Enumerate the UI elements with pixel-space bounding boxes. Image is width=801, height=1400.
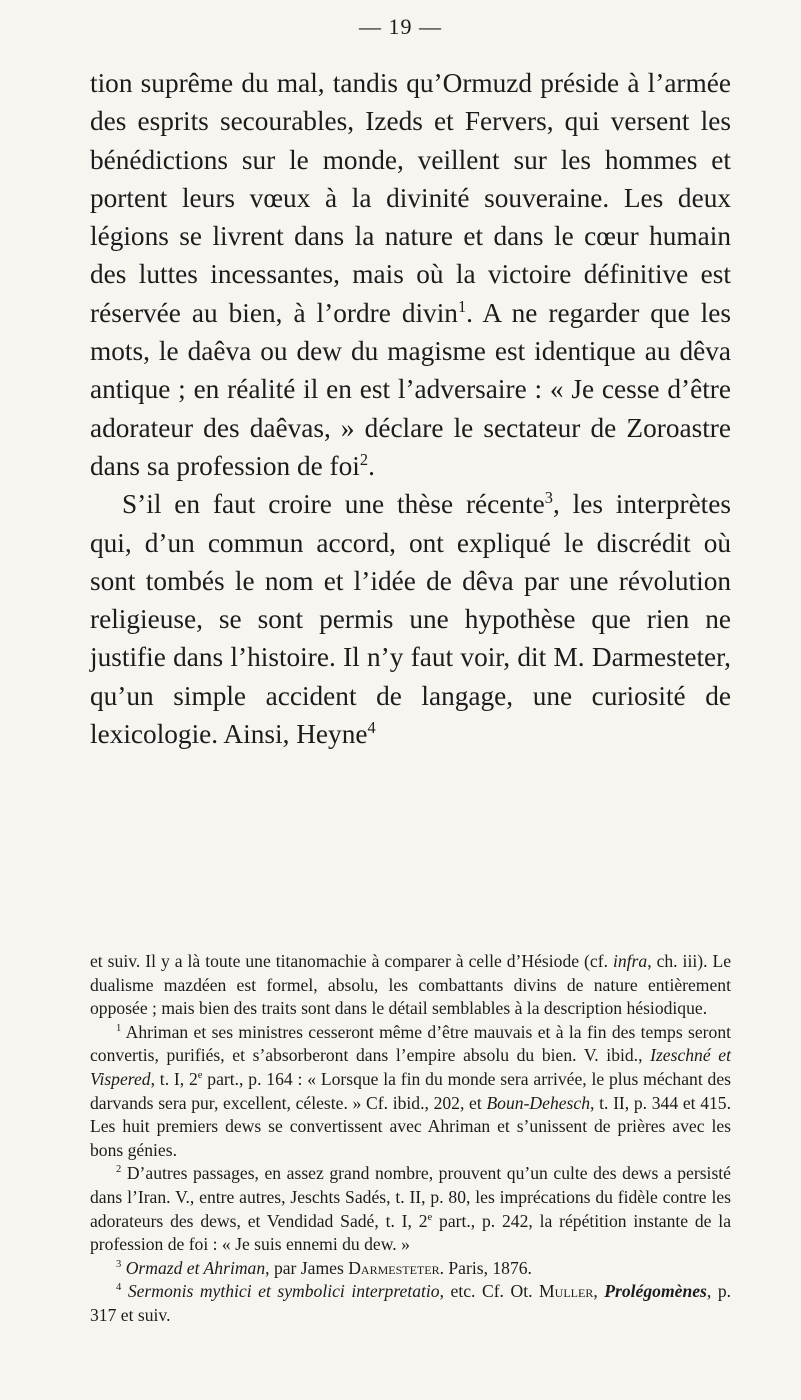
paragraph xyxy=(90,485,731,753)
footnote-ref[interactable]: 4 xyxy=(367,717,376,737)
text-run: , ch. iii). Le dualisme mazdéen est formel, absolu, les combattants divins de nature entièrement opposée ; mais bien des traits sont dans le détail semblables à la description hésiodique. xyxy=(90,951,732,1019)
author-name: Muller xyxy=(539,1281,594,1302)
footnote-mark: 2 xyxy=(116,1164,122,1176)
footnote-continuation xyxy=(90,950,731,1021)
text-run: , par James xyxy=(265,1257,349,1278)
text-run: et suiv. Il y a là toute une titanomachie à comparer à celle d’Hésiode (cf. xyxy=(90,951,613,971)
text-run: , t. I, 2 xyxy=(150,1068,198,1089)
italic-text: infra xyxy=(612,951,648,971)
footnotes xyxy=(90,950,731,1328)
footnote-mark: 3 xyxy=(116,1258,122,1270)
italic-title: Prolégomènes xyxy=(604,1281,707,1302)
text-run: S’il en faut croire une thèse récente xyxy=(122,489,545,520)
text-run: tion suprême du mal, tandis qu’Ormuzd préside à l’armée des esprits secourables, Izeds et Fervers, qui versent les bénédictions sur le monde, veillent sur les hommes et portent leurs vœux à la divinité souveraine. Les deux légions se livrent dans la nature et dans le cœur humain des luttes incessantes, mais où la victoire définitive est réservée au bien, à l’ordre divin xyxy=(90,68,731,328)
footnote-ref[interactable]: 2 xyxy=(359,449,369,469)
footnote-mark: 4 xyxy=(116,1282,122,1294)
text-run: part., p. 164 : « Lorsque la fin du monde sera arrivée, le plus méchant des darvands sera pur, excellent, céleste. » Cf. ibid., 202, et xyxy=(90,1068,731,1113)
italic-title: Ormazd et Ahriman xyxy=(125,1257,266,1278)
main-text xyxy=(90,64,731,753)
text-run: part., p. 242, la répétition instante de la profession de foi : « Je suis ennemi du dew. » xyxy=(90,1210,732,1255)
footnote-2 xyxy=(90,1162,731,1256)
page-number: — 19 — xyxy=(359,14,442,39)
text-run: , xyxy=(593,1281,605,1302)
italic-title: Sermonis mythici et symbolici interpretatio xyxy=(127,1281,440,1302)
superscript: e xyxy=(197,1070,203,1082)
text-run: , p. 317 et suiv. xyxy=(90,1281,732,1325)
text-run: . xyxy=(368,450,375,481)
footnote-1 xyxy=(90,1021,731,1163)
text-run: , les interprètes qui, d’un commun accord, ont expliqué le discrédit où sont tombés le nom et l’idée de dêva par une révolution religieuse, se sont permis une hypothèse que rien ne justifie dans l’histoire. Il n’y faut voir, dit M. Darmesteter, qu’un simple accident de langage, une curiosité de lexicologie. Ainsi, Heyne xyxy=(90,489,732,750)
text-run: . A ne regarder que les mots, le daêva ou dew du magisme est identique au dêva antique ; en réalité il en est l’adversaire : « Je cesse d’être adorateur des daêvas, » déclare le sectateur de Zoroastre dans sa profession de foi xyxy=(90,297,731,481)
italic-title: Boun-Dehesch xyxy=(486,1092,591,1113)
text-run: , etc. Cf. Ot. xyxy=(439,1281,540,1302)
text-run: D’autres passages, en assez grand nombre, prouvent qu’un culte des dews a persisté dans l’Iran. V., entre autres, Jeschts Sadés, t. II, p. 80, les imprécations du fidèle contre les adorateurs des dews, et Vendidad Sadé, t. I, 2 xyxy=(90,1163,731,1231)
text-run: . Paris, 1876. xyxy=(439,1257,532,1278)
italic-title: Izeschné et Vispered xyxy=(90,1045,731,1089)
text-run: , t. II, p. 344 et 415. Les huit premiers dews se convertissent avec Ahriman et s’unissent de prières avec les bons génies. xyxy=(90,1092,732,1160)
footnote-mark: 1 xyxy=(116,1022,122,1034)
footnote-3 xyxy=(90,1257,731,1281)
footnote-ref[interactable]: 1 xyxy=(457,296,467,316)
footnote-ref[interactable]: 3 xyxy=(544,488,553,508)
paragraph xyxy=(90,64,731,485)
author-name: Darmesteter xyxy=(348,1257,440,1278)
superscript: e xyxy=(427,1211,433,1223)
text-run: Ahriman et ses ministres cesseront même d’être mauvais et à la fin des temps seront convertis, purifiés, et s’absorberont dans l’empire absolu du bien. V. ibid., xyxy=(90,1021,731,1066)
footnote-4 xyxy=(90,1280,731,1327)
